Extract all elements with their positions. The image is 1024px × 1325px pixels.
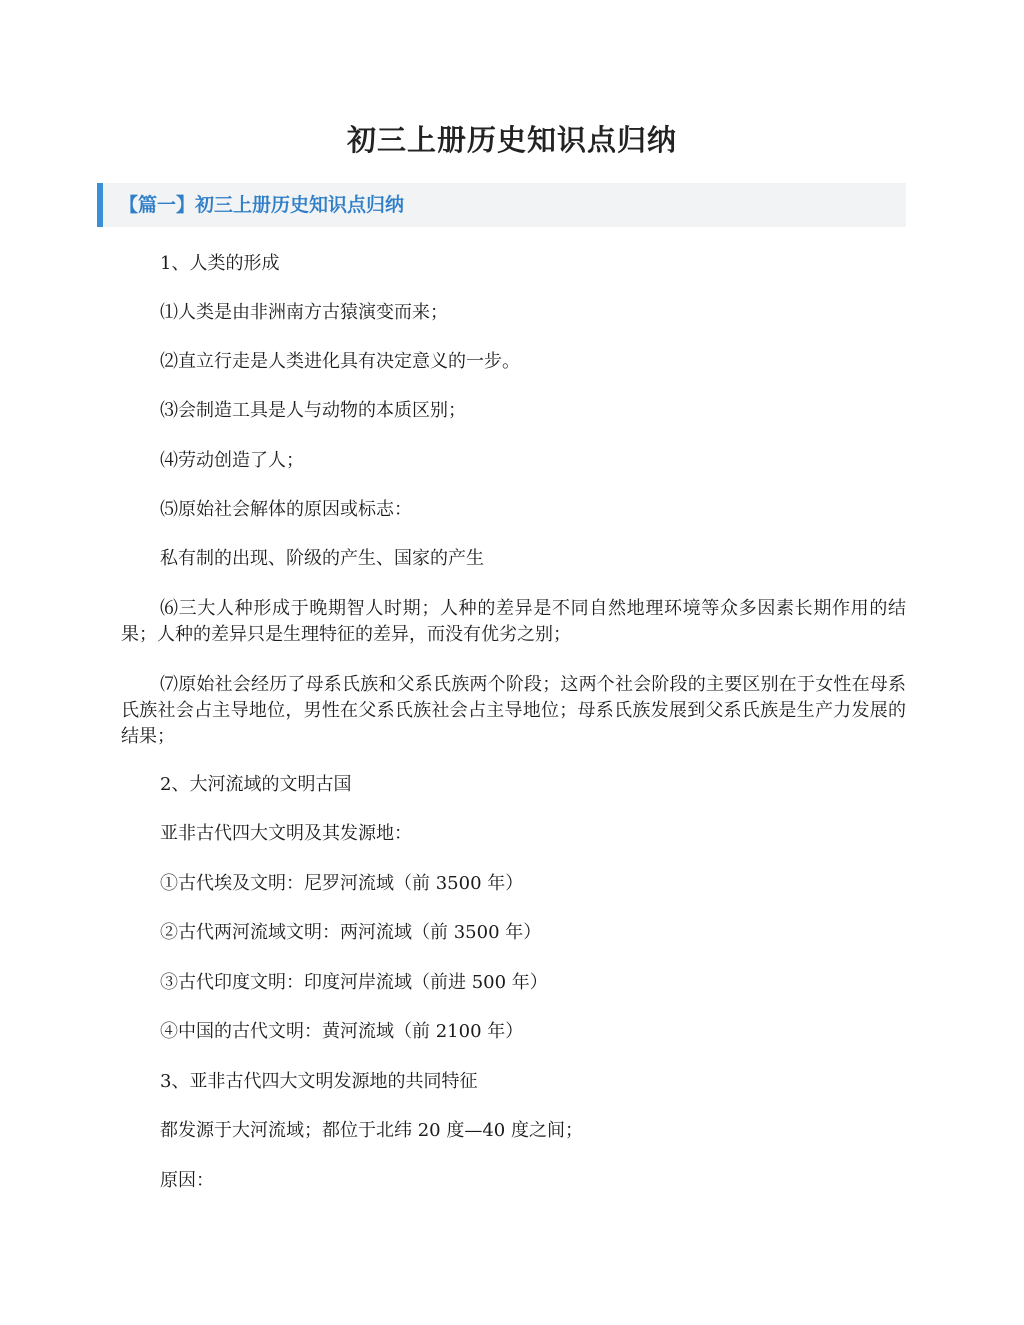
heading-1: 1、人类的形成 — [160, 253, 280, 274]
section-header-label: 【篇一】初三上册历史知识点归纳 — [119, 194, 405, 216]
list-item: ⑷劳动创造了人； — [160, 450, 304, 471]
list-item: ⑴人类是由非洲南方古猿演变而来； — [160, 302, 448, 323]
list-item: ③古代印度文明：印度河岸流域（前进 500 年） — [160, 972, 548, 993]
list-item: 亚非古代四大文明及其发源地： — [160, 823, 412, 844]
list-item: ⑸原始社会解体的原因或标志： — [160, 499, 412, 520]
paragraph-7: ⑺原始社会经历了母系氏族和父系氏族两个阶段；这两个社会阶段的主要区别在于女性在母系氏族社会占主导地位，男性在父系氏族社会占主导地位；母系氏族发展到父系氏族是生产力发展的结果； — [121, 674, 906, 747]
list-item: ④中国的古代文明：黄河流域（前 2100 年） — [160, 1021, 524, 1042]
paragraph-6: ⑹三大人种形成于晚期智人时期；人种的差异是不同自然地理环境等众多因素长期作用的结果；人种的差异只是生理特征的差异，而没有优劣之别； — [121, 598, 906, 645]
heading-3: 3、亚非古代四大文明发源地的共同特征 — [160, 1071, 478, 1092]
heading-2: 2、大河流域的文明古国 — [160, 774, 352, 795]
list-item: ⑵直立行走是人类进化具有决定意义的一步。 — [160, 351, 520, 372]
list-item: ②古代两河流域文明：两河流域（前 3500 年） — [160, 922, 542, 943]
list-item: 私有制的出现、阶级的产生、国家的产生 — [160, 548, 484, 569]
list-item: 都发源于大河流域；都位于北纬 20 度—40 度之间； — [160, 1120, 583, 1141]
list-item: ⑶会制造工具是人与动物的本质区别； — [160, 400, 466, 421]
list-item: 原因： — [160, 1170, 214, 1191]
list-item: ①古代埃及文明：尼罗河流域（前 3500 年） — [160, 873, 524, 894]
page-title: 初三上册历史知识点归纳 — [346, 123, 677, 157]
